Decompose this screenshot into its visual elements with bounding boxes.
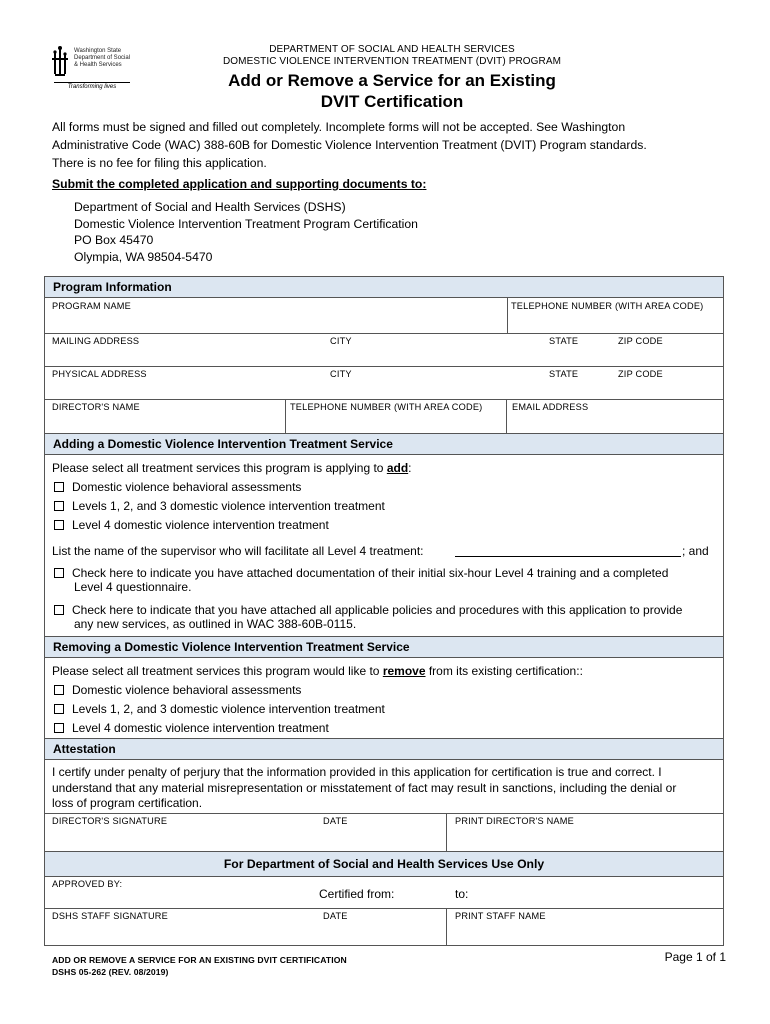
checkbox-icon[interactable] (54, 605, 64, 615)
supervisor-suffix: ; and (682, 544, 709, 558)
staff-signature-field[interactable]: DSHS STAFF SIGNATURE (52, 911, 168, 921)
intro-text (52, 118, 722, 172)
removing-service-heading: Removing a Domestic Violence Intervention Treatment Service (45, 636, 723, 658)
mailing-state-field[interactable]: STATE (549, 336, 579, 346)
application-form (44, 276, 724, 946)
mailing-city-field[interactable]: CITY (330, 336, 352, 346)
remove-option-assessments[interactable]: Domestic violence behavioral assessments (54, 683, 301, 698)
program-name-field[interactable]: PROGRAM NAME (52, 301, 131, 311)
policies-check-line2: any new services, as outlined in WAC 388-60B-0115. (74, 617, 357, 631)
submit-heading-colon: : (422, 177, 427, 191)
physical-state-field[interactable]: STATE (549, 369, 579, 379)
logo-text-line: Washington State (74, 48, 122, 54)
supervisor-label: List the name of the supervisor who will facilitate all Level 4 treatment: (52, 544, 424, 558)
certified-to-label: to: (455, 887, 469, 901)
attestation-text: I certify under penalty of perjury that the information provided in this application for certification is true and correct. I understand that any material misrepresentation or misstatement of fact may result in sanctions, including the denial or loss of program certification. (52, 765, 677, 810)
physical-city-field[interactable]: CITY (330, 369, 352, 379)
intro-line: All forms must be signed and filled out completely. Incomplete forms will not be accepted. See Washington (52, 120, 626, 134)
adding-prompt: Please select all treatment services this program is applying to add: (52, 461, 412, 475)
level4-training-check[interactable]: Check here to indicate you have attached documentation of their initial six-hour Level 4 training and a completed (54, 566, 668, 581)
add-option-levels-1-3[interactable]: Levels 1, 2, and 3 domestic violence intervention treatment (54, 499, 385, 514)
address-line: Department of Social and Health Services (DSHS) (74, 200, 346, 214)
office-use-heading: For Department of Social and Health Services Use Only (45, 851, 723, 877)
address-line: PO Box 45470 (74, 233, 154, 247)
email-address-field[interactable]: EMAIL ADDRESS (512, 402, 589, 412)
attestation-heading: Attestation (45, 738, 723, 760)
physical-zip-field[interactable]: ZIP CODE (618, 369, 663, 379)
checkbox-icon[interactable] (54, 685, 64, 695)
checkbox-icon[interactable] (54, 704, 64, 714)
department-name: DEPARTMENT OF SOCIAL AND HEALTH SERVICES (269, 44, 515, 55)
checkbox-icon[interactable] (54, 482, 64, 492)
removing-prompt: Please select all treatment services this program would like to remove from its existing certification:: (52, 664, 583, 678)
physical-address-field[interactable]: PHYSICAL ADDRESS (52, 369, 147, 379)
telephone-field[interactable]: TELEPHONE NUMBER (WITH AREA CODE) (511, 301, 704, 311)
remove-option-levels-1-3[interactable]: Levels 1, 2, and 3 domestic violence intervention treatment (54, 702, 385, 717)
checkbox-icon[interactable] (54, 568, 64, 578)
remove-keyword: remove (382, 664, 426, 678)
page-title-line2: DVIT Certification (320, 92, 464, 111)
dshs-logo (52, 44, 138, 96)
print-staff-name-field[interactable]: PRINT STAFF NAME (455, 911, 546, 921)
level4-training-check-line2: Level 4 questionnaire. (74, 580, 192, 594)
checkbox-icon[interactable] (54, 723, 64, 733)
directors-signature-field[interactable]: DIRECTOR'S SIGNATURE (52, 816, 168, 826)
logo-text-line: Department of Social (74, 55, 131, 61)
attestation-date-field[interactable]: DATE (323, 816, 348, 826)
checkbox-icon[interactable] (54, 520, 64, 530)
program-info-heading: Program Information (45, 276, 723, 298)
add-option-level-4[interactable]: Level 4 domestic violence intervention treatment (54, 518, 329, 533)
logo-text-line: & Health Services (74, 62, 122, 68)
submit-heading-text: Submit the completed application and supporting documents to (52, 177, 423, 191)
policies-check[interactable]: Check here to indicate that you have attached all applicable policies and procedures with this application to provide (54, 603, 682, 618)
mailing-address-field[interactable]: MAILING ADDRESS (52, 336, 140, 346)
intro-line: There is no fee for filing this application. (52, 156, 267, 170)
page-title-line1: Add or Remove a Service for an Existing (228, 71, 556, 90)
submit-heading (52, 177, 426, 191)
certified-from-label: Certified from: (319, 887, 395, 901)
form-footer (52, 954, 347, 978)
mailing-address-block (74, 199, 418, 265)
page-header (150, 44, 634, 112)
address-line: Domestic Violence Intervention Treatment Program Certification (74, 216, 418, 231)
add-keyword: add (386, 461, 409, 475)
address-line: Olympia, WA 98504-5470 (74, 249, 213, 264)
footer-form-number: DSHS 05-262 (REV. 08/2019) (52, 967, 169, 977)
mailing-zip-field[interactable]: ZIP CODE (618, 336, 663, 346)
remove-option-level-4[interactable]: Level 4 domestic violence intervention treatment (54, 721, 329, 736)
add-option-assessments[interactable]: Domestic violence behavioral assessments (54, 480, 301, 495)
directors-name-field[interactable]: DIRECTOR'S NAME (52, 402, 140, 412)
page-number: Page 1 of 1 (664, 950, 726, 964)
checkbox-icon[interactable] (54, 501, 64, 511)
print-director-name-field[interactable]: PRINT DIRECTOR'S NAME (455, 816, 574, 826)
program-name: DOMESTIC VIOLENCE INTERVENTION TREATMENT (DVIT) PROGRAM (222, 56, 562, 67)
office-date-field[interactable]: DATE (323, 911, 348, 921)
intro-line: Administrative Code (WAC) 388-60B for Domestic Violence Intervention Treatment (DVIT) Program standards. (52, 138, 647, 152)
supervisor-input[interactable] (455, 556, 681, 557)
footer-form-title: ADD OR REMOVE A SERVICE FOR AN EXISTING DVIT CERTIFICATION (52, 955, 347, 965)
logo-tagline: Transforming lives (54, 82, 130, 90)
approved-by-field[interactable]: APPROVED BY: (52, 879, 123, 889)
director-telephone-field[interactable]: TELEPHONE NUMBER (WITH AREA CODE) (290, 402, 483, 412)
adding-service-heading: Adding a Domestic Violence Intervention Treatment Service (45, 433, 723, 455)
